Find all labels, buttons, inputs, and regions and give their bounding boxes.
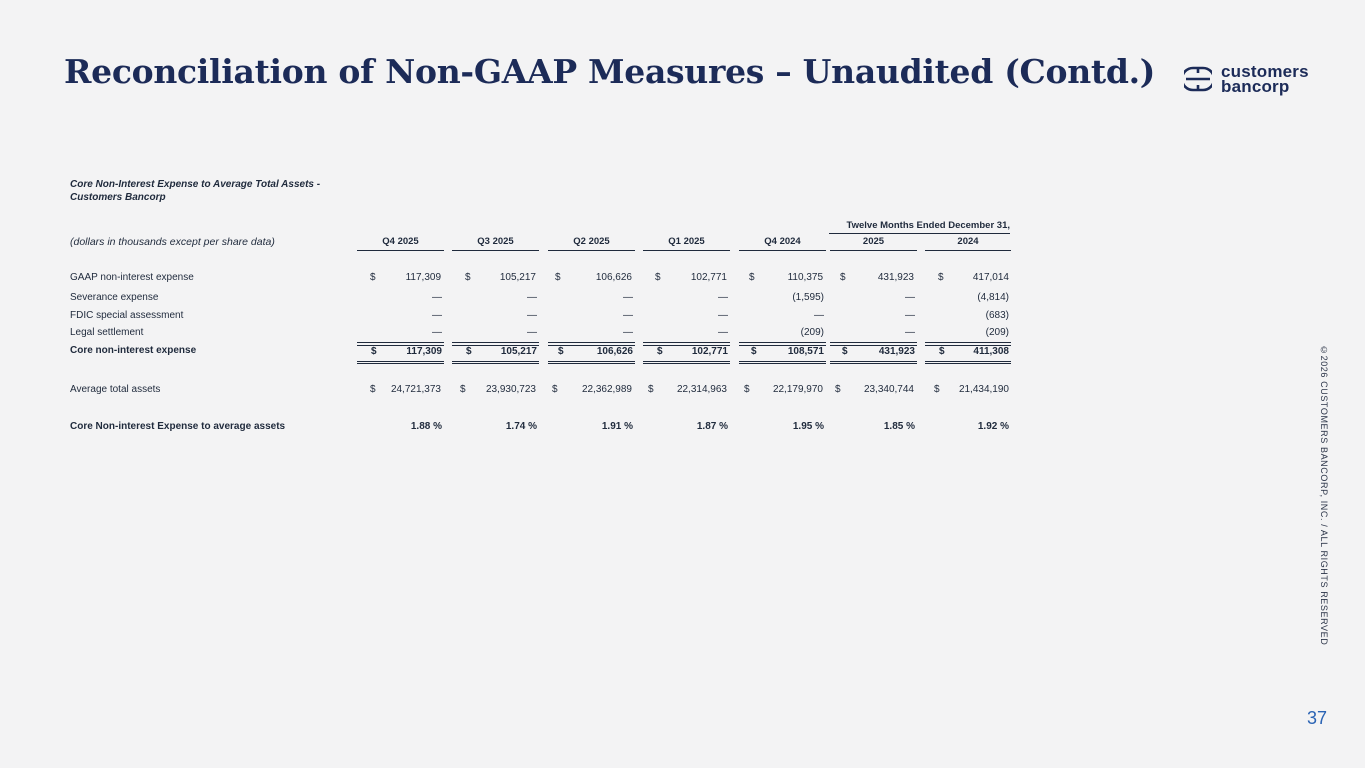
table-cell: — [432, 327, 442, 338]
column-header: 2024 [925, 236, 1011, 251]
table-cell: 21,434,190 [958, 384, 1009, 395]
table-row [70, 421, 1011, 437]
table-row [70, 327, 1011, 343]
table-cell: 431,923 [877, 272, 914, 283]
table-cell: 1.92 % [977, 421, 1009, 432]
currency-symbol: $ [465, 272, 471, 283]
table-cell: — [814, 310, 824, 321]
company-logo [1184, 64, 1309, 94]
currency-symbol: $ [939, 346, 945, 357]
table-row [70, 345, 1011, 361]
currency-symbol: $ [370, 272, 376, 283]
table-cell: 108,571 [787, 346, 824, 357]
table-cell: 117,309 [405, 272, 441, 283]
currency-symbol: $ [460, 384, 466, 395]
table-cell: — [905, 292, 915, 303]
currency-symbol: $ [558, 346, 564, 357]
period-header: Twelve Months Ended December 31, [829, 220, 1010, 234]
currency-symbol: $ [934, 384, 940, 395]
table-cell: (209) [985, 327, 1009, 338]
currency-symbol: $ [842, 346, 848, 357]
table-cell: 102,771 [690, 272, 727, 283]
row-label: Severance expense [70, 292, 159, 303]
table-header-row [70, 236, 1011, 252]
column-header: Q2 2025 [548, 236, 635, 251]
table-row [70, 310, 1011, 326]
logo-text-line2: bancorp [1221, 77, 1290, 96]
logo-mark-icon [1184, 66, 1212, 92]
table-cell: — [905, 310, 915, 321]
currency-symbol: $ [555, 272, 561, 283]
table-cell: 1.91 % [601, 421, 633, 432]
page-number: 37 [1306, 708, 1327, 728]
currency-symbol: $ [371, 346, 377, 357]
table-cell: 22,179,970 [772, 384, 823, 395]
table-cell: 411,308 [973, 346, 1009, 357]
row-label: Core Non-interest Expense to average assets [70, 421, 286, 432]
table-cell: 431,923 [878, 346, 915, 357]
table-cell: 106,626 [596, 346, 633, 357]
table-cell: 22,362,989 [581, 384, 632, 395]
table-row [70, 292, 1011, 308]
row-label: Legal settlement [70, 327, 144, 338]
units-label: (dollars in thousands except per share data) [70, 236, 275, 248]
table-title-line2: Customers Bancorp [70, 192, 166, 203]
table-cell: — [623, 310, 633, 321]
currency-symbol: $ [648, 384, 654, 395]
row-label: Average total assets [70, 384, 161, 395]
table-cell: 117,309 [406, 346, 442, 357]
table-cell: 1.74 % [505, 421, 537, 432]
table-title-line1: Core Non-Interest Expense to Average Total Assets - [70, 179, 321, 190]
table-cell: — [527, 292, 537, 303]
table-cell: — [718, 292, 728, 303]
table-cell: 22,314,963 [676, 384, 727, 395]
table-row [70, 272, 1011, 288]
currency-symbol: $ [835, 384, 841, 395]
table-cell: — [432, 310, 442, 321]
column-header: Q1 2025 [643, 236, 730, 251]
table-cell: 1.85 % [883, 421, 915, 432]
currency-symbol: $ [840, 272, 846, 283]
logo-text-line1: customers [1221, 62, 1309, 81]
table-cell: 23,930,723 [485, 384, 536, 395]
currency-symbol: $ [938, 272, 944, 283]
page-title: Reconciliation of Non-GAAP Measures – Unaudited (Contd.) [64, 52, 1156, 91]
currency-symbol: $ [751, 346, 757, 357]
table-row [70, 384, 1011, 400]
table-cell: 105,217 [500, 346, 537, 357]
table-cell: (209) [800, 327, 824, 338]
table-title [70, 178, 320, 204]
table-cell: 1.87 % [696, 421, 728, 432]
table-cell: (4,814) [977, 292, 1009, 303]
row-label: Core non-interest expense [70, 345, 197, 356]
table-cell: 105,217 [499, 272, 536, 283]
currency-symbol: $ [370, 384, 376, 395]
column-header: 2025 [830, 236, 917, 251]
column-header: Q4 2024 [739, 236, 826, 251]
table-cell: 417,014 [972, 272, 1009, 283]
table-cell: 102,771 [691, 346, 728, 357]
table-cell: — [905, 327, 915, 338]
table-cell: 110,375 [787, 272, 823, 283]
table-cell: — [623, 292, 633, 303]
row-label: FDIC special assessment [70, 310, 184, 321]
currency-symbol: $ [657, 346, 663, 357]
table-cell: 106,626 [595, 272, 632, 283]
table-cell: (1,595) [792, 292, 824, 303]
column-header: Q4 2025 [357, 236, 444, 251]
row-label: GAAP non-interest expense [70, 272, 194, 283]
table-cell: 23,340,744 [863, 384, 914, 395]
currency-symbol: $ [655, 272, 661, 283]
table-cell: — [527, 310, 537, 321]
table-cell: — [527, 327, 537, 338]
table-cell: — [623, 327, 633, 338]
copyright-text: ©2026 CUSTOMERS BANCORP, INC. / ALL RIGHTS RESERVED [1319, 345, 1329, 646]
table-cell: 1.88 % [410, 421, 442, 432]
table-cell: 1.95 % [792, 421, 824, 432]
table-cell: 24,721,373 [390, 384, 441, 395]
column-header: Q3 2025 [452, 236, 539, 251]
currency-symbol: $ [744, 384, 750, 395]
table-cell: (683) [985, 310, 1009, 321]
currency-symbol: $ [466, 346, 472, 357]
table-cell: — [718, 327, 728, 338]
table-cell: — [718, 310, 728, 321]
table-cell: — [432, 292, 442, 303]
currency-symbol: $ [749, 272, 755, 283]
currency-symbol: $ [552, 384, 558, 395]
